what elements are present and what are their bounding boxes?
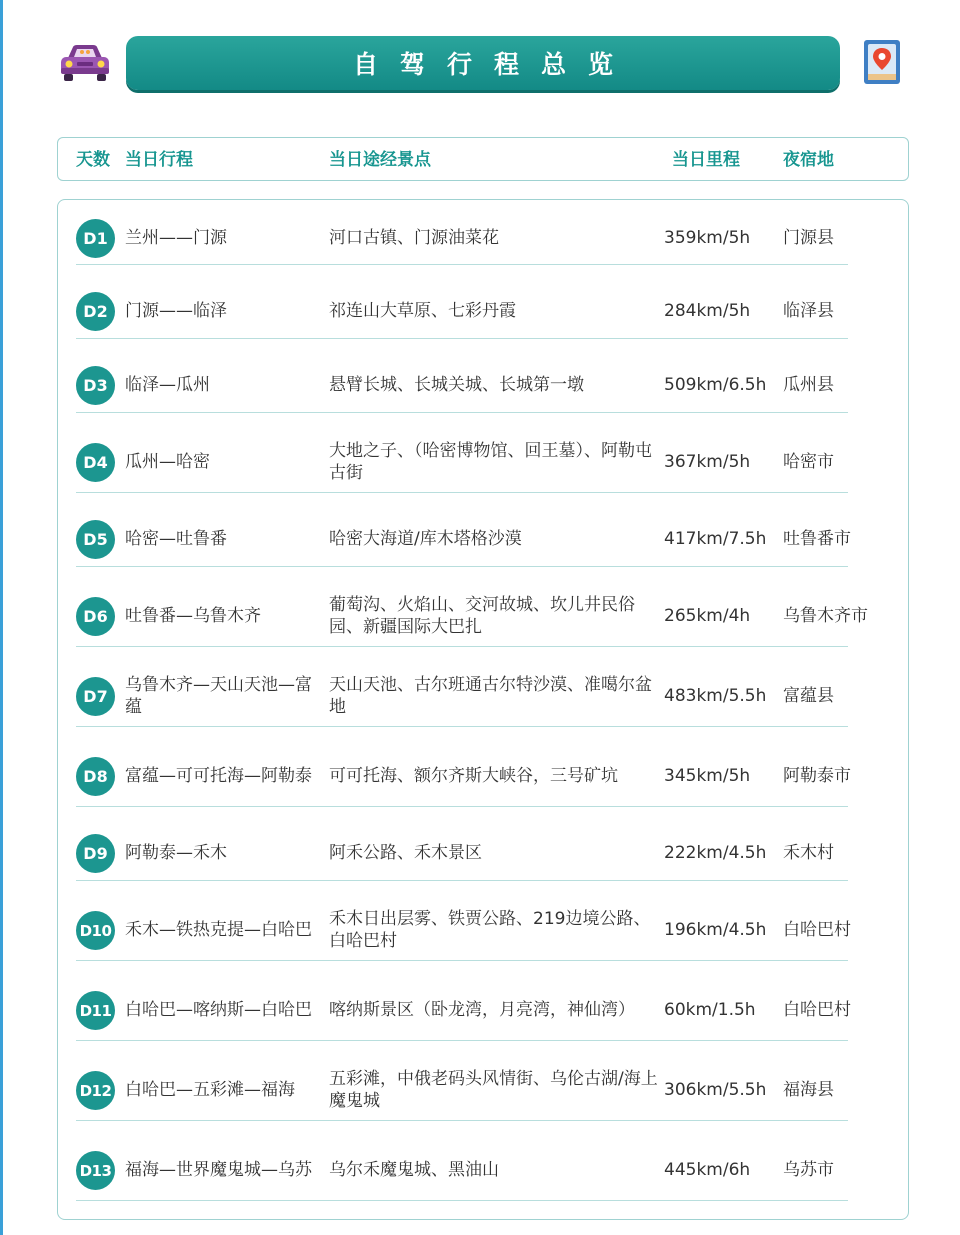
sights-cell: 五彩滩，中俄老码头风情街、乌伦古湖/海上魔鬼城 (329, 1069, 658, 1111)
itinerary-table (57, 199, 909, 1220)
day-badge: D2 (76, 292, 115, 331)
route-cell: 兰州——门源 (125, 228, 227, 248)
day-badge: D13 (76, 1151, 115, 1190)
day-badge: D10 (76, 911, 115, 950)
day-badge: D5 (76, 520, 115, 559)
route-cell: 阿勒泰—禾木 (125, 843, 227, 863)
stay-cell: 吐鲁番市 (783, 529, 851, 549)
header-distance: 当日里程 (672, 150, 740, 170)
day-badge: D9 (76, 834, 115, 873)
car-icon (58, 42, 112, 82)
page-left-rule (0, 0, 3, 1235)
page-title: 自驾行程总览 (126, 36, 840, 90)
table-row (76, 727, 851, 807)
route-cell: 禾木—铁热克提—白哈巴 (125, 920, 312, 940)
route-cell: 瓜州—哈密 (125, 452, 210, 472)
stay-cell: 白哈巴村 (783, 1000, 851, 1020)
distance-cell: 306km/5.5h (664, 1080, 767, 1100)
sights-cell: 喀纳斯景区（卧龙湾，月亮湾，神仙湾） (329, 1000, 635, 1020)
page-header (0, 0, 960, 110)
sights-cell: 禾木日出层雾、铁贾公路、219边境公路、白哈巴村 (329, 909, 651, 951)
table-row (76, 961, 851, 1041)
day-badge: D6 (76, 597, 115, 636)
stay-cell: 门源县 (783, 228, 834, 248)
distance-cell: 345km/5h (664, 766, 751, 786)
distance-cell: 222km/4.5h (664, 843, 767, 863)
table-header (57, 137, 909, 181)
sights-cell: 天山天池、古尔班通古尔特沙漠、准噶尔盆地 (329, 675, 652, 717)
distance-cell: 284km/5h (664, 301, 751, 321)
stay-cell: 福海县 (783, 1080, 834, 1100)
stay-cell: 禾木村 (783, 843, 834, 863)
day-badge: D12 (76, 1071, 115, 1110)
stay-cell: 乌鲁木齐市 (783, 606, 868, 626)
distance-cell: 60km/1.5h (664, 1000, 756, 1020)
table-row (76, 200, 848, 265)
stay-cell: 瓜州县 (783, 375, 834, 395)
sights-cell: 悬臂长城、长城关城、长城第一墩 (329, 375, 584, 395)
table-row (76, 265, 848, 339)
day-badge: D11 (76, 991, 115, 1030)
distance-cell: 359km/5h (664, 228, 751, 248)
table-row (76, 1041, 848, 1121)
day-badge: D1 (76, 219, 115, 258)
header-day: 天数 (76, 150, 110, 170)
stay-cell: 哈密市 (783, 452, 834, 472)
table-row (76, 881, 851, 961)
distance-cell: 417km/7.5h (664, 529, 767, 549)
sights-cell: 河口古镇、门源油菜花 (329, 228, 499, 248)
sights-cell: 可可托海、额尔齐斯大峡谷，三号矿坑 (329, 766, 618, 786)
day-badge: D4 (76, 443, 115, 482)
header-route: 当日行程 (125, 150, 193, 170)
map-pin-icon (862, 38, 902, 86)
distance-cell: 367km/5h (664, 452, 751, 472)
day-badge: D8 (76, 757, 115, 796)
table-row (76, 339, 848, 413)
stay-cell: 富蕴县 (783, 686, 834, 706)
sights-cell: 葡萄沟、火焰山、交河故城、坎儿井民俗园、新疆国际大巴扎 (329, 595, 635, 637)
route-cell: 白哈巴—喀纳斯—白哈巴 (125, 1000, 312, 1020)
header-sights: 当日途经景点 (329, 150, 431, 170)
sights-cell: 乌尔禾魔鬼城、黑油山 (329, 1160, 499, 1180)
distance-cell: 265km/4h (664, 606, 751, 626)
sights-cell: 阿禾公路、禾木景区 (329, 843, 482, 863)
table-row (76, 413, 848, 493)
stay-cell: 临泽县 (783, 301, 834, 321)
distance-cell: 483km/5.5h (664, 686, 767, 706)
sights-cell: 哈密大海道/库木塔格沙漠 (329, 529, 522, 549)
table-row (76, 1121, 848, 1201)
day-badge: D7 (76, 677, 115, 716)
header-stay: 夜宿地 (783, 150, 834, 170)
stay-cell: 白哈巴村 (783, 920, 851, 940)
sights-cell: 祁连山大草原、七彩丹霞 (329, 301, 516, 321)
route-cell: 吐鲁番—乌鲁木齐 (125, 606, 261, 626)
sights-cell: 大地之子、（哈密博物馆、回王墓）、阿勒屯古街 (329, 441, 652, 483)
route-cell: 哈密—吐鲁番 (125, 529, 227, 549)
table-row (76, 807, 848, 881)
day-badge: D3 (76, 366, 115, 405)
route-cell: 富蕴—可可托海—阿勒泰 (125, 766, 312, 786)
route-cell: 门源——临泽 (125, 301, 227, 321)
distance-cell: 196km/4.5h (664, 920, 767, 940)
table-row (76, 493, 851, 567)
stay-cell: 乌苏市 (783, 1160, 834, 1180)
distance-cell: 445km/6h (664, 1160, 751, 1180)
route-cell: 乌鲁木齐—天山天池—富蕴 (125, 675, 312, 717)
distance-cell: 509km/6.5h (664, 375, 767, 395)
route-cell: 临泽—瓜州 (125, 375, 210, 395)
table-row (76, 567, 868, 647)
table-row (76, 647, 848, 727)
stay-cell: 阿勒泰市 (783, 766, 851, 786)
route-cell: 白哈巴—五彩滩—福海 (125, 1080, 295, 1100)
route-cell: 福海—世界魔鬼城—乌苏 (125, 1160, 312, 1180)
